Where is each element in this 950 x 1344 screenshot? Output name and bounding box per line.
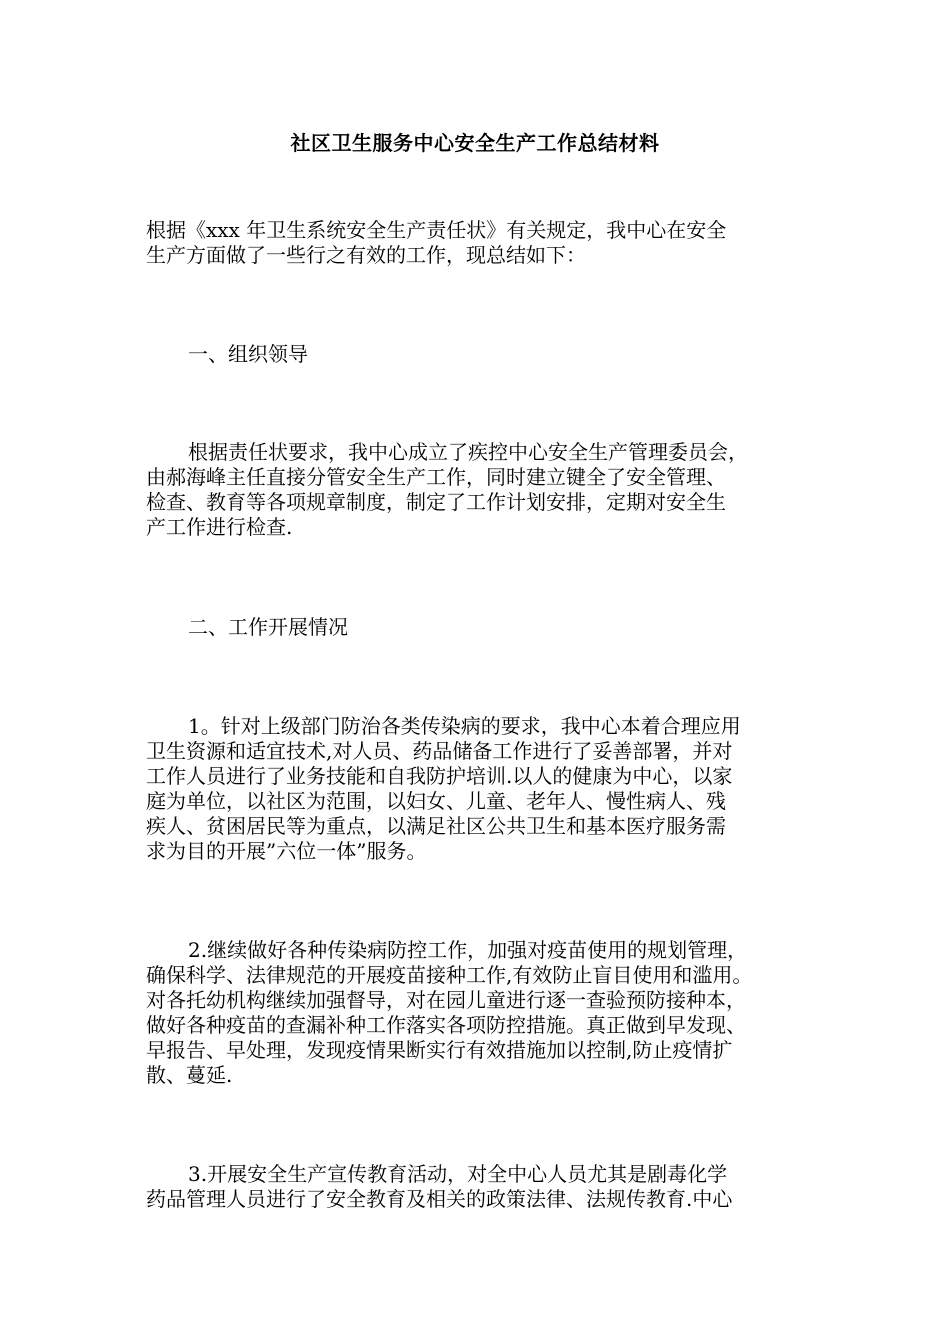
text-line: 1。针对上级部门防治各类传染病的要求，我中心本着合理应用 xyxy=(188,714,741,738)
text-line: 早报告、早处理，发现疫情果断实行有效措施加以控制,防止疫情扩 xyxy=(146,1038,733,1062)
text-line: 疾人、贫困居民等为重点，以满足社区公共卫生和基本医疗服务需 xyxy=(146,814,726,838)
text-line: 根据责任状要求，我中心成立了疾控中心安全生产管理委员会， xyxy=(188,440,748,464)
text-line: 由郝海峰主任直接分管安全生产工作，同时建立键全了安全管理、 xyxy=(146,465,726,489)
item1-paragraph xyxy=(146,714,811,864)
text-line: 检查、教育等各项规章制度，制定了工作计划安排，定期对安全生 xyxy=(146,490,726,514)
document-title: 社区卫生服务中心安全生产工作总结材料 xyxy=(290,131,660,155)
intro-paragraph xyxy=(146,218,811,268)
text-line: 产工作进行检查. xyxy=(146,515,293,539)
text-line: 根据《xxx 年卫生系统安全生产责任状》有关规定，我中心在安全 xyxy=(146,218,727,242)
text-line: 对各托幼机构继续加强督导，对在园儿童进行逐一查验预防接种本， xyxy=(146,988,746,1012)
text-line: 药品管理人员进行了安全教育及相关的政策法律、法规传教育.中心 xyxy=(146,1187,733,1211)
section-heading xyxy=(146,615,811,640)
text-line: 庭为单位，以社区为范围，以妇女、儿童、老年人、慢性病人、残 xyxy=(146,789,726,813)
text-line: 卫生资源和适宜技术,对人员、药品储备工作进行了妥善部署，并对 xyxy=(146,739,733,763)
text-line: 工作人员进行了业务技能和自我防护培训.以人的健康为中心，以家 xyxy=(146,764,733,788)
text-line: 求为目的开展”六位一体”服务。 xyxy=(146,839,427,863)
section2-heading: 二、工作开展情况 xyxy=(188,615,348,639)
text-line: 3.开展安全生产宣传教育活动，对全中心人员尤其是剧毒化学 xyxy=(188,1162,728,1186)
text-line: 2.继续做好各种传染病防控工作，加强对疫苗使用的规划管理， xyxy=(188,938,748,962)
text-line: 生产方面做了一些行之有效的工作，现总结如下： xyxy=(146,243,586,267)
section1-heading: 一、组织领导 xyxy=(188,342,308,366)
text-line: 散、蔓延. xyxy=(146,1063,233,1087)
section-heading xyxy=(146,342,811,367)
text-line: 做好各种疫苗的查漏补种工作落实各项防控措施。真正做到早发现、 xyxy=(146,1013,746,1037)
item3-paragraph xyxy=(146,1162,811,1212)
section1-paragraph xyxy=(146,440,811,540)
text-line: 确保科学、法律规范的开展疫苗接种工作,有效防止盲目使用和滥用。 xyxy=(146,963,753,987)
item2-paragraph xyxy=(146,938,811,1088)
